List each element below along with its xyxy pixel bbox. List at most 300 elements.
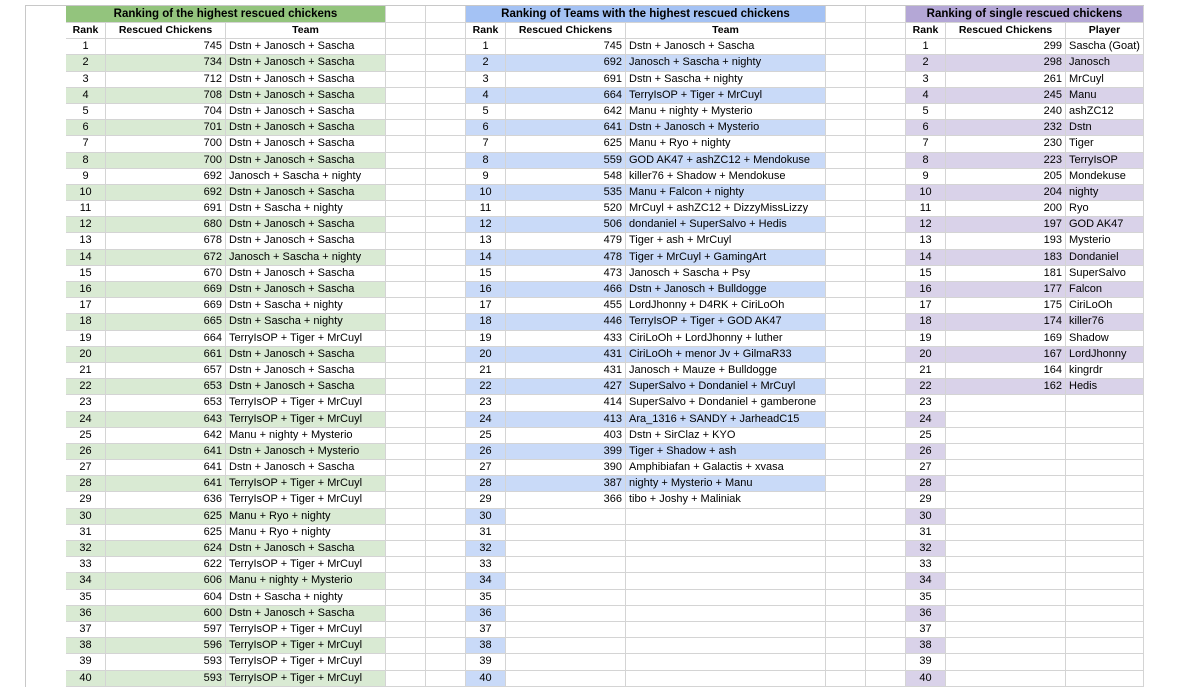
empty-cell[interactable] [866,266,906,282]
empty-cell[interactable] [826,590,866,606]
single-col-rank[interactable]: Rank [906,23,946,39]
single-chickens-cell[interactable] [946,573,1066,589]
single-name-cell[interactable]: MrCuyl [1066,72,1144,88]
single-chickens-cell[interactable] [946,492,1066,508]
teams-name-cell[interactable]: Tiger + Shadow + ash [626,444,826,460]
teams-name-cell[interactable]: Dstn + Janosch + Bulldogge [626,282,826,298]
empty-cell[interactable] [386,444,426,460]
single-rank-cell[interactable]: 39 [906,654,946,670]
empty-cell[interactable] [426,55,466,71]
teams-chickens-cell[interactable] [506,557,626,573]
empty-cell[interactable] [426,331,466,347]
empty-cell[interactable] [426,557,466,573]
ranking-name-cell[interactable]: TerryIsOP + Tiger + MrCuyl [226,638,386,654]
ranking-rank-cell[interactable]: 33 [66,557,106,573]
teams-rank-cell[interactable]: 23 [466,395,506,411]
single-name-cell[interactable] [1066,395,1144,411]
empty-cell[interactable] [426,282,466,298]
ranking-rank-cell[interactable]: 30 [66,509,106,525]
empty-cell[interactable] [426,153,466,169]
empty-cell[interactable] [826,622,866,638]
single-chickens-cell[interactable]: 169 [946,331,1066,347]
empty-cell[interactable] [346,476,386,492]
ranking-rank-cell[interactable]: 12 [66,217,106,233]
single-rank-cell[interactable]: 17 [906,298,946,314]
teams-chickens-cell[interactable]: 520 [506,201,626,217]
ranking-name-cell[interactable]: TerryIsOP + Tiger + MrCuyl [226,654,386,670]
empty-cell[interactable] [346,492,386,508]
single-name-cell[interactable] [1066,654,1144,670]
ranking-rank-cell[interactable]: 14 [66,250,106,266]
single-name-cell[interactable]: GOD AK47 [1066,217,1144,233]
teams-rank-cell[interactable]: 24 [466,412,506,428]
empty-cell[interactable] [386,250,426,266]
ranking-chickens-cell[interactable]: 641 [106,476,226,492]
ranking-name-cell[interactable]: Dstn + Janosch + Sascha [226,88,386,104]
ranking-chickens-cell[interactable]: 653 [106,395,226,411]
empty-cell[interactable] [786,104,826,120]
empty-cell[interactable] [866,136,906,152]
empty-cell[interactable] [826,363,866,379]
empty-cell[interactable] [426,444,466,460]
teams-chickens-cell[interactable]: 455 [506,298,626,314]
ranking-rank-cell[interactable]: 22 [66,379,106,395]
empty-cell[interactable] [386,201,426,217]
ranking-chickens-cell[interactable]: 692 [106,185,226,201]
single-rank-cell[interactable]: 10 [906,185,946,201]
single-chickens-cell[interactable] [946,476,1066,492]
ranking-name-cell[interactable]: Manu + Ryo + nighty [226,509,386,525]
single-rank-cell[interactable]: 35 [906,590,946,606]
teams-chickens-cell[interactable]: 427 [506,379,626,395]
empty-cell[interactable] [426,88,466,104]
empty-cell[interactable] [786,412,826,428]
single-name-cell[interactable] [1066,509,1144,525]
ranking-chickens-cell[interactable]: 665 [106,314,226,330]
ranking-name-cell[interactable]: Dstn + Janosch + Sascha [226,217,386,233]
single-chickens-cell[interactable] [946,412,1066,428]
empty-cell[interactable] [346,654,386,670]
empty-cell[interactable] [786,282,826,298]
empty-cell[interactable] [786,428,826,444]
teams-chickens-cell[interactable]: 548 [506,169,626,185]
empty-cell[interactable] [386,88,426,104]
empty-cell[interactable] [426,169,466,185]
ranking-name-cell[interactable]: Manu + nighty + Mysterio [226,573,386,589]
empty-cell[interactable] [826,266,866,282]
empty-cell[interactable] [386,492,426,508]
empty-cell[interactable] [786,395,826,411]
single-chickens-cell[interactable] [946,428,1066,444]
teams-chickens-cell[interactable]: 446 [506,314,626,330]
single-chickens-cell[interactable]: 299 [946,39,1066,55]
empty-cell[interactable] [866,201,906,217]
teams-chickens-cell[interactable]: 390 [506,460,626,476]
empty-cell[interactable] [426,217,466,233]
single-chickens-cell[interactable] [946,460,1066,476]
ranking-name-cell[interactable]: Dstn + Janosch + Sascha [226,363,386,379]
teams-chickens-cell[interactable]: 431 [506,347,626,363]
empty-cell[interactable] [346,104,386,120]
ranking-chickens-cell[interactable]: 600 [106,606,226,622]
ranking-name-cell[interactable]: Dstn + Sascha + nighty [226,201,386,217]
empty-cell[interactable] [866,298,906,314]
single-rank-cell[interactable]: 23 [906,395,946,411]
empty-cell[interactable] [346,412,386,428]
teams-rank-cell[interactable]: 36 [466,606,506,622]
single-col-team[interactable]: Player [1066,23,1144,39]
single-chickens-cell[interactable]: 205 [946,169,1066,185]
empty-cell[interactable] [866,23,906,39]
empty-cell[interactable] [866,541,906,557]
single-name-cell[interactable]: TerryIsOP [1066,153,1144,169]
ranking-chickens-cell[interactable]: 664 [106,331,226,347]
teams-name-cell[interactable]: GOD AK47 + ashZC12 + Mendokuse [626,153,826,169]
single-rank-cell[interactable]: 30 [906,509,946,525]
teams-rank-cell[interactable]: 6 [466,120,506,136]
empty-cell[interactable] [386,622,426,638]
single-rank-cell[interactable]: 26 [906,444,946,460]
empty-cell[interactable] [866,55,906,71]
empty-cell[interactable] [786,509,826,525]
empty-cell[interactable] [426,104,466,120]
empty-cell[interactable] [346,379,386,395]
empty-cell[interactable] [786,541,826,557]
single-name-cell[interactable]: Falcon [1066,282,1144,298]
empty-cell[interactable] [786,622,826,638]
empty-cell[interactable] [866,363,906,379]
ranking-name-cell[interactable]: Dstn + Janosch + Sascha [226,379,386,395]
ranking-chickens-cell[interactable]: 624 [106,541,226,557]
empty-cell[interactable] [866,120,906,136]
empty-cell[interactable] [866,217,906,233]
ranking-name-cell[interactable]: Dstn + Janosch + Sascha [226,460,386,476]
empty-cell[interactable] [426,492,466,508]
empty-cell[interactable] [826,201,866,217]
teams-rank-cell[interactable]: 10 [466,185,506,201]
ranking-chickens-cell[interactable]: 596 [106,638,226,654]
ranking-rank-cell[interactable]: 32 [66,541,106,557]
teams-rank-cell[interactable]: 19 [466,331,506,347]
ranking-chickens-cell[interactable]: 622 [106,557,226,573]
ranking-chickens-cell[interactable]: 701 [106,120,226,136]
single-rank-cell[interactable]: 34 [906,573,946,589]
ranking-name-cell[interactable]: Dstn + Janosch + Sascha [226,606,386,622]
ranking-name-cell[interactable]: Dstn + Janosch + Sascha [226,347,386,363]
single-name-cell[interactable] [1066,573,1144,589]
single-chickens-cell[interactable]: 174 [946,314,1066,330]
empty-cell[interactable] [826,476,866,492]
ranking-name-cell[interactable]: Dstn + Janosch + Sascha [226,153,386,169]
teams-chickens-cell[interactable]: 473 [506,266,626,282]
single-chickens-cell[interactable] [946,671,1066,687]
empty-cell[interactable] [346,185,386,201]
ranking-chickens-cell[interactable]: 641 [106,460,226,476]
single-rank-cell[interactable]: 13 [906,233,946,249]
empty-cell[interactable] [426,622,466,638]
empty-cell[interactable] [866,72,906,88]
ranking-chickens-cell[interactable]: 745 [106,39,226,55]
empty-cell[interactable] [346,395,386,411]
single-chickens-cell[interactable] [946,606,1066,622]
empty-cell[interactable] [426,638,466,654]
single-name-cell[interactable] [1066,622,1144,638]
teams-name-cell[interactable]: TerryIsOP + Tiger + MrCuyl [626,88,826,104]
empty-cell[interactable] [386,217,426,233]
teams-rank-cell[interactable]: 18 [466,314,506,330]
ranking-name-cell[interactable]: Dstn + Janosch + Sascha [226,72,386,88]
single-chickens-cell[interactable]: 230 [946,136,1066,152]
teams-chickens-cell[interactable] [506,606,626,622]
ranking-name-cell[interactable]: Manu + Ryo + nighty [226,525,386,541]
empty-cell[interactable] [386,525,426,541]
empty-cell[interactable] [786,492,826,508]
empty-cell[interactable] [386,557,426,573]
empty-cell[interactable] [826,671,866,687]
empty-cell[interactable] [826,104,866,120]
empty-cell[interactable] [866,104,906,120]
teams-name-cell[interactable]: SuperSalvo + Dondaniel + MrCuyl [626,379,826,395]
teams-rank-cell[interactable]: 35 [466,590,506,606]
empty-cell[interactable] [426,476,466,492]
empty-cell[interactable] [386,509,426,525]
teams-rank-cell[interactable]: 38 [466,638,506,654]
empty-cell[interactable] [866,557,906,573]
single-chickens-cell[interactable]: 223 [946,153,1066,169]
teams-rank-cell[interactable]: 37 [466,622,506,638]
empty-cell[interactable] [826,185,866,201]
empty-cell[interactable] [866,331,906,347]
teams-name-cell[interactable]: Tiger + ash + MrCuyl [626,233,826,249]
ranking-chickens-cell[interactable]: 692 [106,169,226,185]
single-name-cell[interactable]: nighty [1066,185,1144,201]
empty-cell[interactable] [826,541,866,557]
empty-cell[interactable] [826,153,866,169]
ranking-name-cell[interactable]: Dstn + Janosch + Sascha [226,136,386,152]
ranking-name-cell[interactable]: Dstn + Janosch + Sascha [226,120,386,136]
single-rank-cell[interactable]: 22 [906,379,946,395]
empty-cell[interactable] [826,88,866,104]
empty-cell[interactable] [826,654,866,670]
empty-cell[interactable] [866,573,906,589]
ranking-rank-cell[interactable]: 18 [66,314,106,330]
single-rank-cell[interactable]: 33 [906,557,946,573]
teams-rank-cell[interactable]: 3 [466,72,506,88]
empty-cell[interactable] [826,136,866,152]
single-name-cell[interactable] [1066,590,1144,606]
ranking-rank-cell[interactable]: 28 [66,476,106,492]
teams-name-cell[interactable]: dondaniel + SuperSalvo + Hedis [626,217,826,233]
ranking-chickens-cell[interactable]: 641 [106,444,226,460]
single-rank-cell[interactable]: 24 [906,412,946,428]
teams-chickens-cell[interactable] [506,573,626,589]
teams-name-cell[interactable]: killer76 + Shadow + Mendokuse [626,169,826,185]
teams-chickens-cell[interactable]: 431 [506,363,626,379]
empty-cell[interactable] [426,185,466,201]
empty-cell[interactable] [386,23,426,39]
single-rank-cell[interactable]: 37 [906,622,946,638]
ranking-name-cell[interactable]: TerryIsOP + Tiger + MrCuyl [226,557,386,573]
teams-name-cell[interactable]: Ara_1316 + SANDY + JarheadC15 [626,412,826,428]
empty-cell[interactable] [786,347,826,363]
teams-rank-cell[interactable]: 2 [466,55,506,71]
empty-cell[interactable] [866,590,906,606]
single-chickens-cell[interactable]: 181 [946,266,1066,282]
empty-cell[interactable] [426,72,466,88]
empty-cell[interactable] [866,314,906,330]
empty-cell[interactable] [786,638,826,654]
single-name-cell[interactable] [1066,476,1144,492]
empty-cell[interactable] [386,298,426,314]
empty-cell[interactable] [426,654,466,670]
empty-cell[interactable] [866,622,906,638]
ranking-rank-cell[interactable]: 40 [66,671,106,687]
empty-cell[interactable] [386,590,426,606]
single-chickens-cell[interactable]: 204 [946,185,1066,201]
empty-cell[interactable] [786,55,826,71]
empty-cell[interactable] [786,153,826,169]
single-name-cell[interactable]: SuperSalvo [1066,266,1144,282]
teams-rank-cell[interactable]: 30 [466,509,506,525]
teams-chickens-cell[interactable] [506,622,626,638]
ranking-rank-cell[interactable]: 11 [66,201,106,217]
single-rank-cell[interactable]: 11 [906,201,946,217]
teams-rank-cell[interactable]: 9 [466,169,506,185]
ranking-chickens-cell[interactable]: 680 [106,217,226,233]
teams-chickens-cell[interactable] [506,654,626,670]
ranking-rank-cell[interactable]: 25 [66,428,106,444]
teams-name-cell[interactable]: Janosch + Mauze + Bulldogge [626,363,826,379]
empty-cell[interactable] [786,185,826,201]
empty-cell[interactable] [426,573,466,589]
teams-chickens-cell[interactable] [506,638,626,654]
ranking-chickens-cell[interactable]: 669 [106,298,226,314]
teams-name-cell[interactable]: Dstn + SirClaz + KYO [626,428,826,444]
empty-cell[interactable] [826,557,866,573]
ranking-name-cell[interactable]: Dstn + Sascha + nighty [226,298,386,314]
single-name-cell[interactable] [1066,671,1144,687]
teams-name-cell[interactable]: Manu + nighty + Mysterio [626,104,826,120]
teams-rank-cell[interactable]: 1 [466,39,506,55]
teams-name-cell[interactable]: Dstn + Janosch + Mysterio [626,120,826,136]
single-chickens-cell[interactable] [946,638,1066,654]
teams-chickens-cell[interactable] [506,671,626,687]
single-chickens-cell[interactable] [946,541,1066,557]
ranking-chickens-cell[interactable]: 625 [106,509,226,525]
empty-cell[interactable] [786,476,826,492]
ranking-rank-cell[interactable]: 7 [66,136,106,152]
teams-chickens-cell[interactable]: 692 [506,55,626,71]
empty-cell[interactable] [826,347,866,363]
single-rank-cell[interactable]: 31 [906,525,946,541]
empty-cell[interactable] [866,233,906,249]
empty-cell[interactable] [786,654,826,670]
ranking-rank-cell[interactable]: 20 [66,347,106,363]
single-col-chickens[interactable]: Rescued Chickens [946,23,1066,39]
single-rank-cell[interactable]: 19 [906,331,946,347]
ranking-chickens-cell[interactable]: 672 [106,250,226,266]
empty-cell[interactable] [866,39,906,55]
empty-cell[interactable] [346,314,386,330]
empty-cell[interactable] [426,428,466,444]
single-name-cell[interactable]: ashZC12 [1066,104,1144,120]
empty-cell[interactable] [386,233,426,249]
teams-rank-cell[interactable]: 7 [466,136,506,152]
empty-cell[interactable] [426,525,466,541]
empty-cell[interactable] [426,136,466,152]
empty-cell[interactable] [346,525,386,541]
single-rank-cell[interactable]: 36 [906,606,946,622]
ranking-rank-cell[interactable]: 26 [66,444,106,460]
teams-name-cell[interactable]: Janosch + Sascha + Psy [626,266,826,282]
single-chickens-cell[interactable]: 197 [946,217,1066,233]
single-chickens-cell[interactable] [946,444,1066,460]
empty-cell[interactable] [386,638,426,654]
empty-cell[interactable] [826,314,866,330]
teams-name-cell[interactable]: Tiger + MrCuyl + GamingArt [626,250,826,266]
empty-cell[interactable] [346,201,386,217]
teams-chickens-cell[interactable]: 366 [506,492,626,508]
ranking-name-cell[interactable]: Dstn + Sascha + nighty [226,314,386,330]
empty-cell[interactable] [386,55,426,71]
single-rank-cell[interactable]: 9 [906,169,946,185]
empty-cell[interactable] [346,671,386,687]
teams-col-rank[interactable]: Rank [466,23,506,39]
empty-cell[interactable] [386,541,426,557]
empty-cell[interactable] [826,298,866,314]
ranking-rank-cell[interactable]: 31 [66,525,106,541]
empty-cell[interactable] [786,233,826,249]
single-name-cell[interactable]: Mondekuse [1066,169,1144,185]
empty-cell[interactable] [426,671,466,687]
empty-cell[interactable] [346,298,386,314]
single-chickens-cell[interactable]: 298 [946,55,1066,71]
teams-rank-cell[interactable]: 17 [466,298,506,314]
teams-rank-cell[interactable]: 25 [466,428,506,444]
teams-chickens-cell[interactable] [506,590,626,606]
empty-cell[interactable] [386,654,426,670]
ranking-name-cell[interactable]: Dstn + Janosch + Sascha [226,541,386,557]
empty-cell[interactable] [346,573,386,589]
ranking-chickens-cell[interactable]: 597 [106,622,226,638]
teams-chickens-cell[interactable]: 664 [506,88,626,104]
teams-name-cell[interactable]: Dstn + Sascha + nighty [626,72,826,88]
teams-chickens-cell[interactable]: 387 [506,476,626,492]
empty-cell[interactable] [346,331,386,347]
teams-rank-cell[interactable]: 14 [466,250,506,266]
empty-cell[interactable] [786,217,826,233]
empty-cell[interactable] [826,395,866,411]
empty-cell[interactable] [426,6,466,23]
ranking-chickens-cell[interactable]: 700 [106,136,226,152]
empty-cell[interactable] [786,201,826,217]
empty-cell[interactable] [826,217,866,233]
single-rank-cell[interactable]: 16 [906,282,946,298]
teams-rank-cell[interactable]: 21 [466,363,506,379]
ranking-rank-cell[interactable]: 6 [66,120,106,136]
single-chickens-cell[interactable]: 164 [946,363,1066,379]
empty-cell[interactable] [346,363,386,379]
empty-cell[interactable] [866,509,906,525]
empty-cell[interactable] [426,233,466,249]
teams-rank-cell[interactable]: 39 [466,654,506,670]
empty-cell[interactable] [386,6,426,23]
single-name-cell[interactable]: Shadow [1066,331,1144,347]
teams-name-cell[interactable]: SuperSalvo + Dondaniel + gamberone [626,395,826,411]
empty-cell[interactable] [386,185,426,201]
ranking-rank-cell[interactable]: 37 [66,622,106,638]
empty-cell[interactable] [786,444,826,460]
